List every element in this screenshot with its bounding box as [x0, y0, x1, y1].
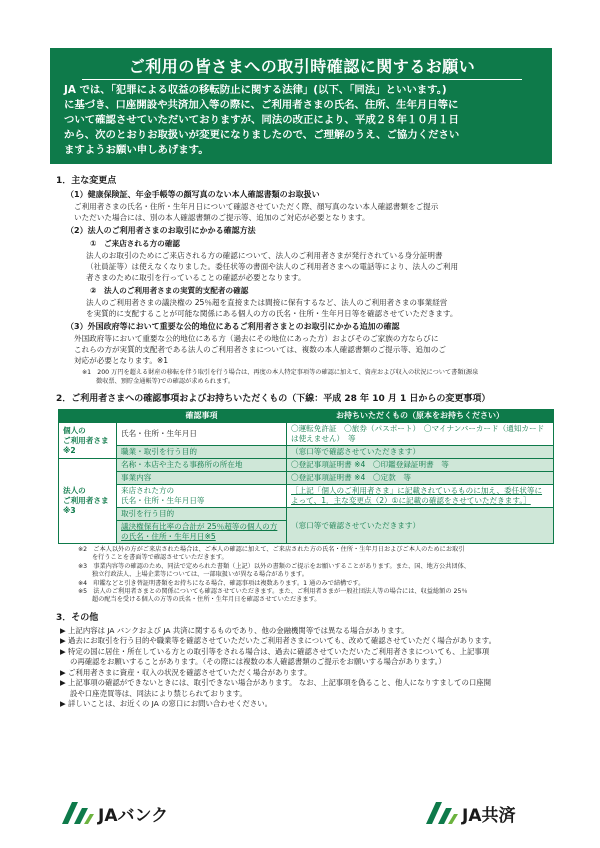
row-label-person: 個人の ご利用者さま ※2	[59, 423, 117, 459]
list-item: ▶ 過去にお取引を行う目的や職業等を確認させていただいたご利用者さまについても、改めて確認させていただく場合があります。	[60, 636, 496, 646]
section-2-title: 2．ご利用者さまへの確認事項およびお持ちいただくもの（下線：平成 28 年 10 月 1 日からの変更事項）	[56, 394, 491, 404]
ja-logo-icon	[60, 800, 94, 826]
table-row: 議決権保有比率の合計が 25％超等の個人の方の氏名・住所・生年月日※5	[59, 521, 554, 544]
section-3-title: 3．その他	[56, 612, 99, 623]
requirements-table	[58, 409, 554, 544]
list-item: ▶ 上記事項の確認ができないときには、取引できない場合があります。 なお、上記事項を偽ること、他人になりすましての口座開	[60, 678, 492, 688]
list-item: ▶ 詳しいことは、お近くの JA の窓口にお問い合わせください。	[60, 699, 272, 709]
section-1-sub2b-text: 法人のご利用者さまの議決権の 25％超を直接または間接に保有するなど、法人のご利用者さまの事業経営 を実質的に支配することが可能な関係にある個人の方の氏名・住所・生年月日等を確認させていただきます。	[86, 298, 458, 318]
other-notes-list: ▶ 上記内容は JA バンクおよび JA 共済に関するものであり、他の金融機関等では異なる場合があります。 ▶ 過去にお取引を行う目的や職業等を確認させていただいたご利用者さまについても、改めて確認させていただく場合があります。 ▶ 特定の国に居住・所在している方との取引等をされる場合は、過去に確認させていただいたご利用者さまについても、上記事項 の再確認をお願いすることがあります。（その際には複数の本人確認書類のご提示をお願いする場合があります。） ▶ ご利用者さまに資産・収入の状況を確認させていただく場合があります。 ▶ 上記事項の確認ができないときには、取引できない場合があります。 なお、上記事項を偽ること、他人になりすましての口座開 設や口座売買等は、同法により禁じられております。 ▶ 詳しいことは、お近くの JA の窓口にお問い合わせください。	[60, 626, 556, 710]
section-1-sub3-title: （3）外国政府等において重要な公的地位にあるご利用者さまとのお取引にかかる追加の確認	[66, 322, 400, 331]
section-1-sub2b-title: ② 法人のご利用者さまの実質的支配者の確認	[90, 286, 249, 295]
table-header-row	[59, 410, 554, 423]
header-banner	[50, 48, 552, 164]
ja-bank-logo: JAバンク	[60, 800, 168, 826]
section-1-sub1-title: （1）健康保険証、年金手帳等の顔写真のない本人確認書類のお取扱い	[66, 190, 320, 199]
section-1	[56, 176, 556, 386]
column-header-items: 確認事項	[117, 410, 287, 423]
table-row: 法人の ご利用者さま ※3 名称・本店や主たる事務所の所在地 〇登記事項証明書 ※4 〇印鑑登録証明書 等	[59, 459, 554, 472]
section-1-sub2a-text: 法人のお取引のためにご来店される方の確認について、法人のご利用者さまが発行されている身分証明書 （社員証等）は使えなくなりました。委任状等の書面や法人のご利用者さまへの電話等により、法人のご利用 者さまのために取引を行っていることの確認が必要となります。	[86, 251, 459, 282]
table-row: 来店された方の 氏名・住所・生年月日等 ［上記「個人のご利用者さま」に記載されているものに加え、委任状等によって、1．主な変更点（2）①に記載の確認をさせていただきます。］	[59, 485, 554, 508]
main-content	[56, 176, 556, 710]
page-title: ご利用の皆さまへの取引時確認に関するお願い	[82, 54, 522, 80]
section-1-sub2a-title: ① ご来店される方の確認	[90, 239, 180, 248]
section-1-sub2-title: （2）法人のご利用者さまのお取引にかかる確認方法	[66, 226, 256, 235]
section-2	[56, 394, 556, 605]
section-3	[56, 613, 556, 710]
table-row: 事業内容 〇登記事項証明書 ※4 〇定款 等	[59, 472, 554, 485]
intro-text: JA では、「犯罪による収益の移転防止に関する法律」(以下、「同法」といいます。) に基づき、口座開設や共済加入等の際に、ご利用者さまの氏名、住所、生年月日等に ついて確認させていただいておりますが、同法の改正により、平成２８年１０月１日 から、次のとおりお取扱いが変更になりましたので、ご理解のうえ、ご協力ください ますようお願い申しあげます。	[64, 84, 460, 156]
table-row: 取引を行う目的 （窓口等で確認させていただきます）	[59, 508, 554, 521]
section-1-sub1-text: ご利用者さまの氏名・住所・生年月日について確認させていただく際、顔写真のない本人確認書類をご提示 いただいた場合には、別の本人確認書類のご提示等、追加のご対応が必要となります。	[74, 202, 439, 222]
section-1-sub3-text: 外国政府等において重要な公的地位にある方（過去にその地位にあった方）およびそのご家族の方ならびに これらの方が実質的支配者である法人のご利用者さまについては、複数の本人確認書類のご提示等、追加のご 対応が必要となります。※1	[74, 334, 446, 365]
list-item: ▶ 上記内容は JA バンクおよび JA 共済に関するものであり、他の金融機関等では異なる場合があります。	[60, 625, 409, 635]
column-header-bring: お持ちいただくもの（原本をお持ちください）	[287, 410, 554, 423]
footnote-1: ※1 200 万円を超える財産の移転を伴う取引を行う場合は、再度の本人特定事項等の確認に加えて、資産および収入の状況について書類(源泉 徴収票、預貯金通帳等)での確認が求められます。	[82, 369, 479, 385]
table-row: 個人の ご利用者さま ※2 氏名・住所・生年月日 〇運転免許証 〇旅券（パスポート） 〇マイナンバーカード（通知カードは使えません） 等	[59, 423, 554, 446]
table-row: 職業・取引を行う目的 （窓口等で確認させていただきます）	[59, 446, 554, 459]
footer	[0, 796, 600, 836]
ja-logo-icon	[424, 800, 458, 826]
table-footnotes: ※2 ご本人以外の方がご来店された場合は、ご本人の確認に加えて、ご来店された方の氏名・住所・生年月日およびご本人のためにお取引 を行うことを書面等で確認させていただきます。 ※3 事業内容等の確認のため、同法で定められた書類（上記）以外の書類のご提示をお願いすることがあります。また、国、地方公共団体、 独立行政法人、上場企業等については、一部取扱いが異なる場合があります。 ※4 印鑑などと引き替証明書類をお持ちになる場合、確認事項は複数あります。1 通のみで結構です。 ※5 法人のご利用者さまとの関係についても確認させていただきます。また、ご利用者さまが一般社団法人等の場合には、収益総額の 25％ 超の配当を受ける個人の方等の氏名・住所・生年月日を確認させていただきます。	[78, 546, 470, 604]
list-item: ▶ 特定の国に居住・所在している方との取引等をされる場合は、過去に確認させていただいたご利用者さまについても、上記事項	[60, 646, 490, 656]
section-1-title: 1．主な変更点	[56, 176, 117, 186]
ja-kyosai-logo: JA共済	[424, 800, 515, 826]
list-item: ▶ ご利用者さまに資産・収入の状況を確認させていただく場合があります。	[60, 667, 312, 677]
row-label-corp: 法人の ご利用者さま ※3	[59, 459, 117, 544]
